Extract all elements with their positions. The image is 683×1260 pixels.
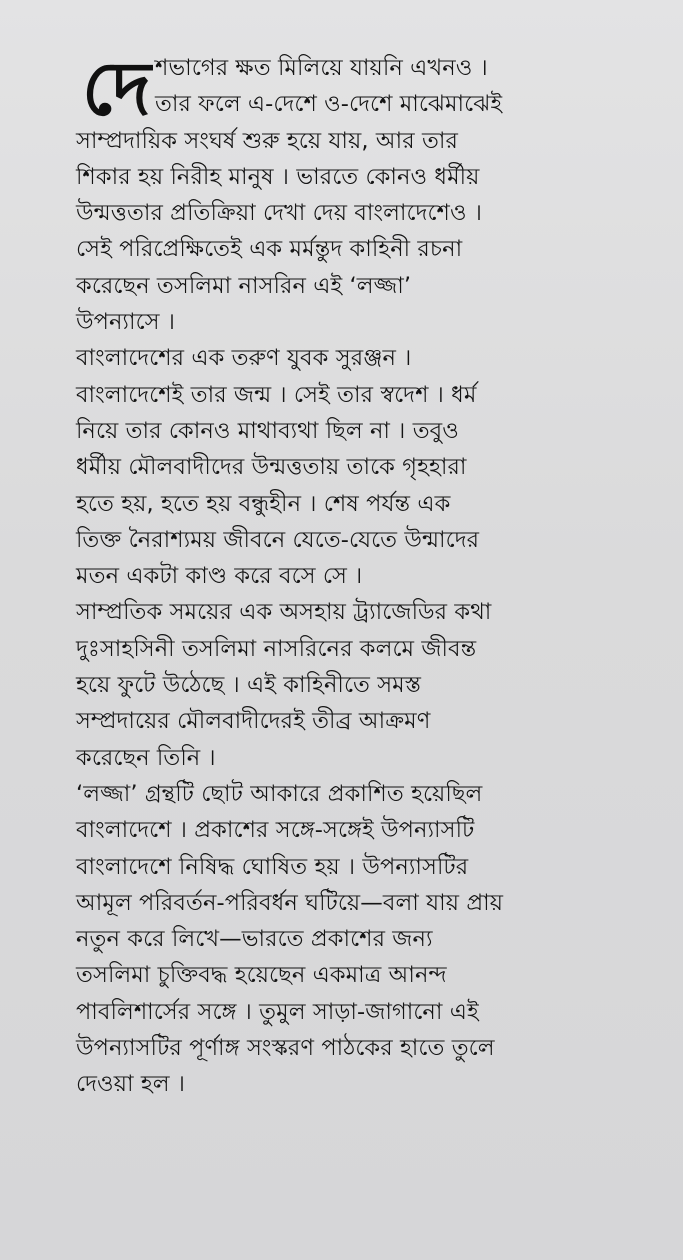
paragraph-1: [76, 46, 643, 340]
text-line: উন্মত্ততার প্রতিক্রিয়া দেখা দেয় বাংলাদেশেও ।: [76, 200, 483, 227]
text-line: দুঃসাহসিনী তসলিমা নাসরিনের কলমে জীবন্ত: [76, 635, 477, 662]
text-line: সেই পরিপ্রেক্ষিতেই এক মর্মন্তুদ কাহিনী রচনা: [76, 236, 463, 263]
text-line: শভাগের ক্ষত মিলিয়ে যায়নি এখনও ।: [155, 55, 488, 81]
text-line: পাবলিশার্সের সঙ্গে । তুমুল সাড়া-জাগানো এই: [76, 998, 479, 1025]
text-line: তসলিমা চুক্তিবদ্ধ হয়েছেন একমাত্র আনন্দ: [76, 962, 447, 989]
text-line: ‘লজ্জা’ গ্রন্থটি ছোট আকারে প্রকাশিত হয়েছিল: [76, 780, 483, 807]
text-line: মতন একটা কাণ্ড করে বসে সে ।: [76, 563, 363, 590]
text-line: বাংলাদেশের এক তরুণ যুবক সুরঞ্জন ।: [76, 345, 412, 372]
text-line: আমূল পরিবর্তন-পরিবর্ধন ঘটিয়ে—বলা যায় প্রায়: [76, 889, 504, 916]
paragraph-2: [76, 340, 643, 594]
paragraph-4: [76, 776, 643, 1103]
text-line: সাম্প্রদায়িক সংঘর্ষ শুরু হয়ে যায়, আর তার: [76, 127, 458, 154]
text-line: বাংলাদেশে । প্রকাশের সঙ্গে-সঙ্গেই উপন্যাসটি: [76, 817, 475, 844]
text-line: উপন্যাসে ।: [76, 309, 175, 336]
text-line: বাংলাদেশে নিষিদ্ধ ঘোষিত হয় । উপন্যাসটির: [76, 853, 469, 880]
text-line: উপন্যাসটির পূর্ণাঙ্গ সংস্করণ পাঠকের হাতে তুলে: [76, 1035, 495, 1062]
text-line: সাম্প্রতিক সময়ের এক অসহায় ট্র্যাজেডির কথা: [76, 599, 492, 626]
text-line: করেছেন তিনি ।: [76, 744, 216, 771]
drop-cap: দে: [82, 46, 151, 132]
text-line: তার ফলে এ-দেশে ও-দেশে মাঝেমাঝেই: [155, 91, 503, 118]
text-line: তিক্ত নৈরাশ্যময় জীবনে যেতে-যেতে উন্মাদের: [76, 526, 480, 553]
text-line: নতুন করে লিখে—ভারতে প্রকাশের জন্য: [76, 926, 433, 953]
text-line: শিকার হয় নিরীহ মানুষ । ভারতে কোনও ধর্মীয়: [76, 163, 480, 190]
text-line: দেওয়া হল ।: [76, 1071, 186, 1098]
text-line: নিয়ে তার কোনও মাথাব্যথা ছিল না । তবুও: [76, 417, 459, 444]
text-line: ধর্মীয় মৌলবাদীদের উন্মত্ততায় তাকে গৃহহারা: [76, 454, 467, 481]
text-line: সম্প্রদায়ের মৌলবাদীদেরই তীব্র আক্রমণ: [76, 708, 431, 735]
text-line: হয়ে ফুটে উঠেছে । এই কাহিনীতে সমস্ত: [76, 672, 422, 699]
paragraph-3: [76, 594, 643, 775]
text-line: বাংলাদেশেই তার জন্ম । সেই তার স্বদেশ । ধর্ম: [76, 381, 477, 408]
text-line: করেছেন তসলিমা নাসরিন এই ‘লজ্জা’: [76, 272, 412, 299]
blurb-text: [76, 46, 643, 1103]
text-line: হতে হয়, হতে হয় বন্ধুহীন । শেষ পর্যন্ত এক: [76, 490, 451, 517]
